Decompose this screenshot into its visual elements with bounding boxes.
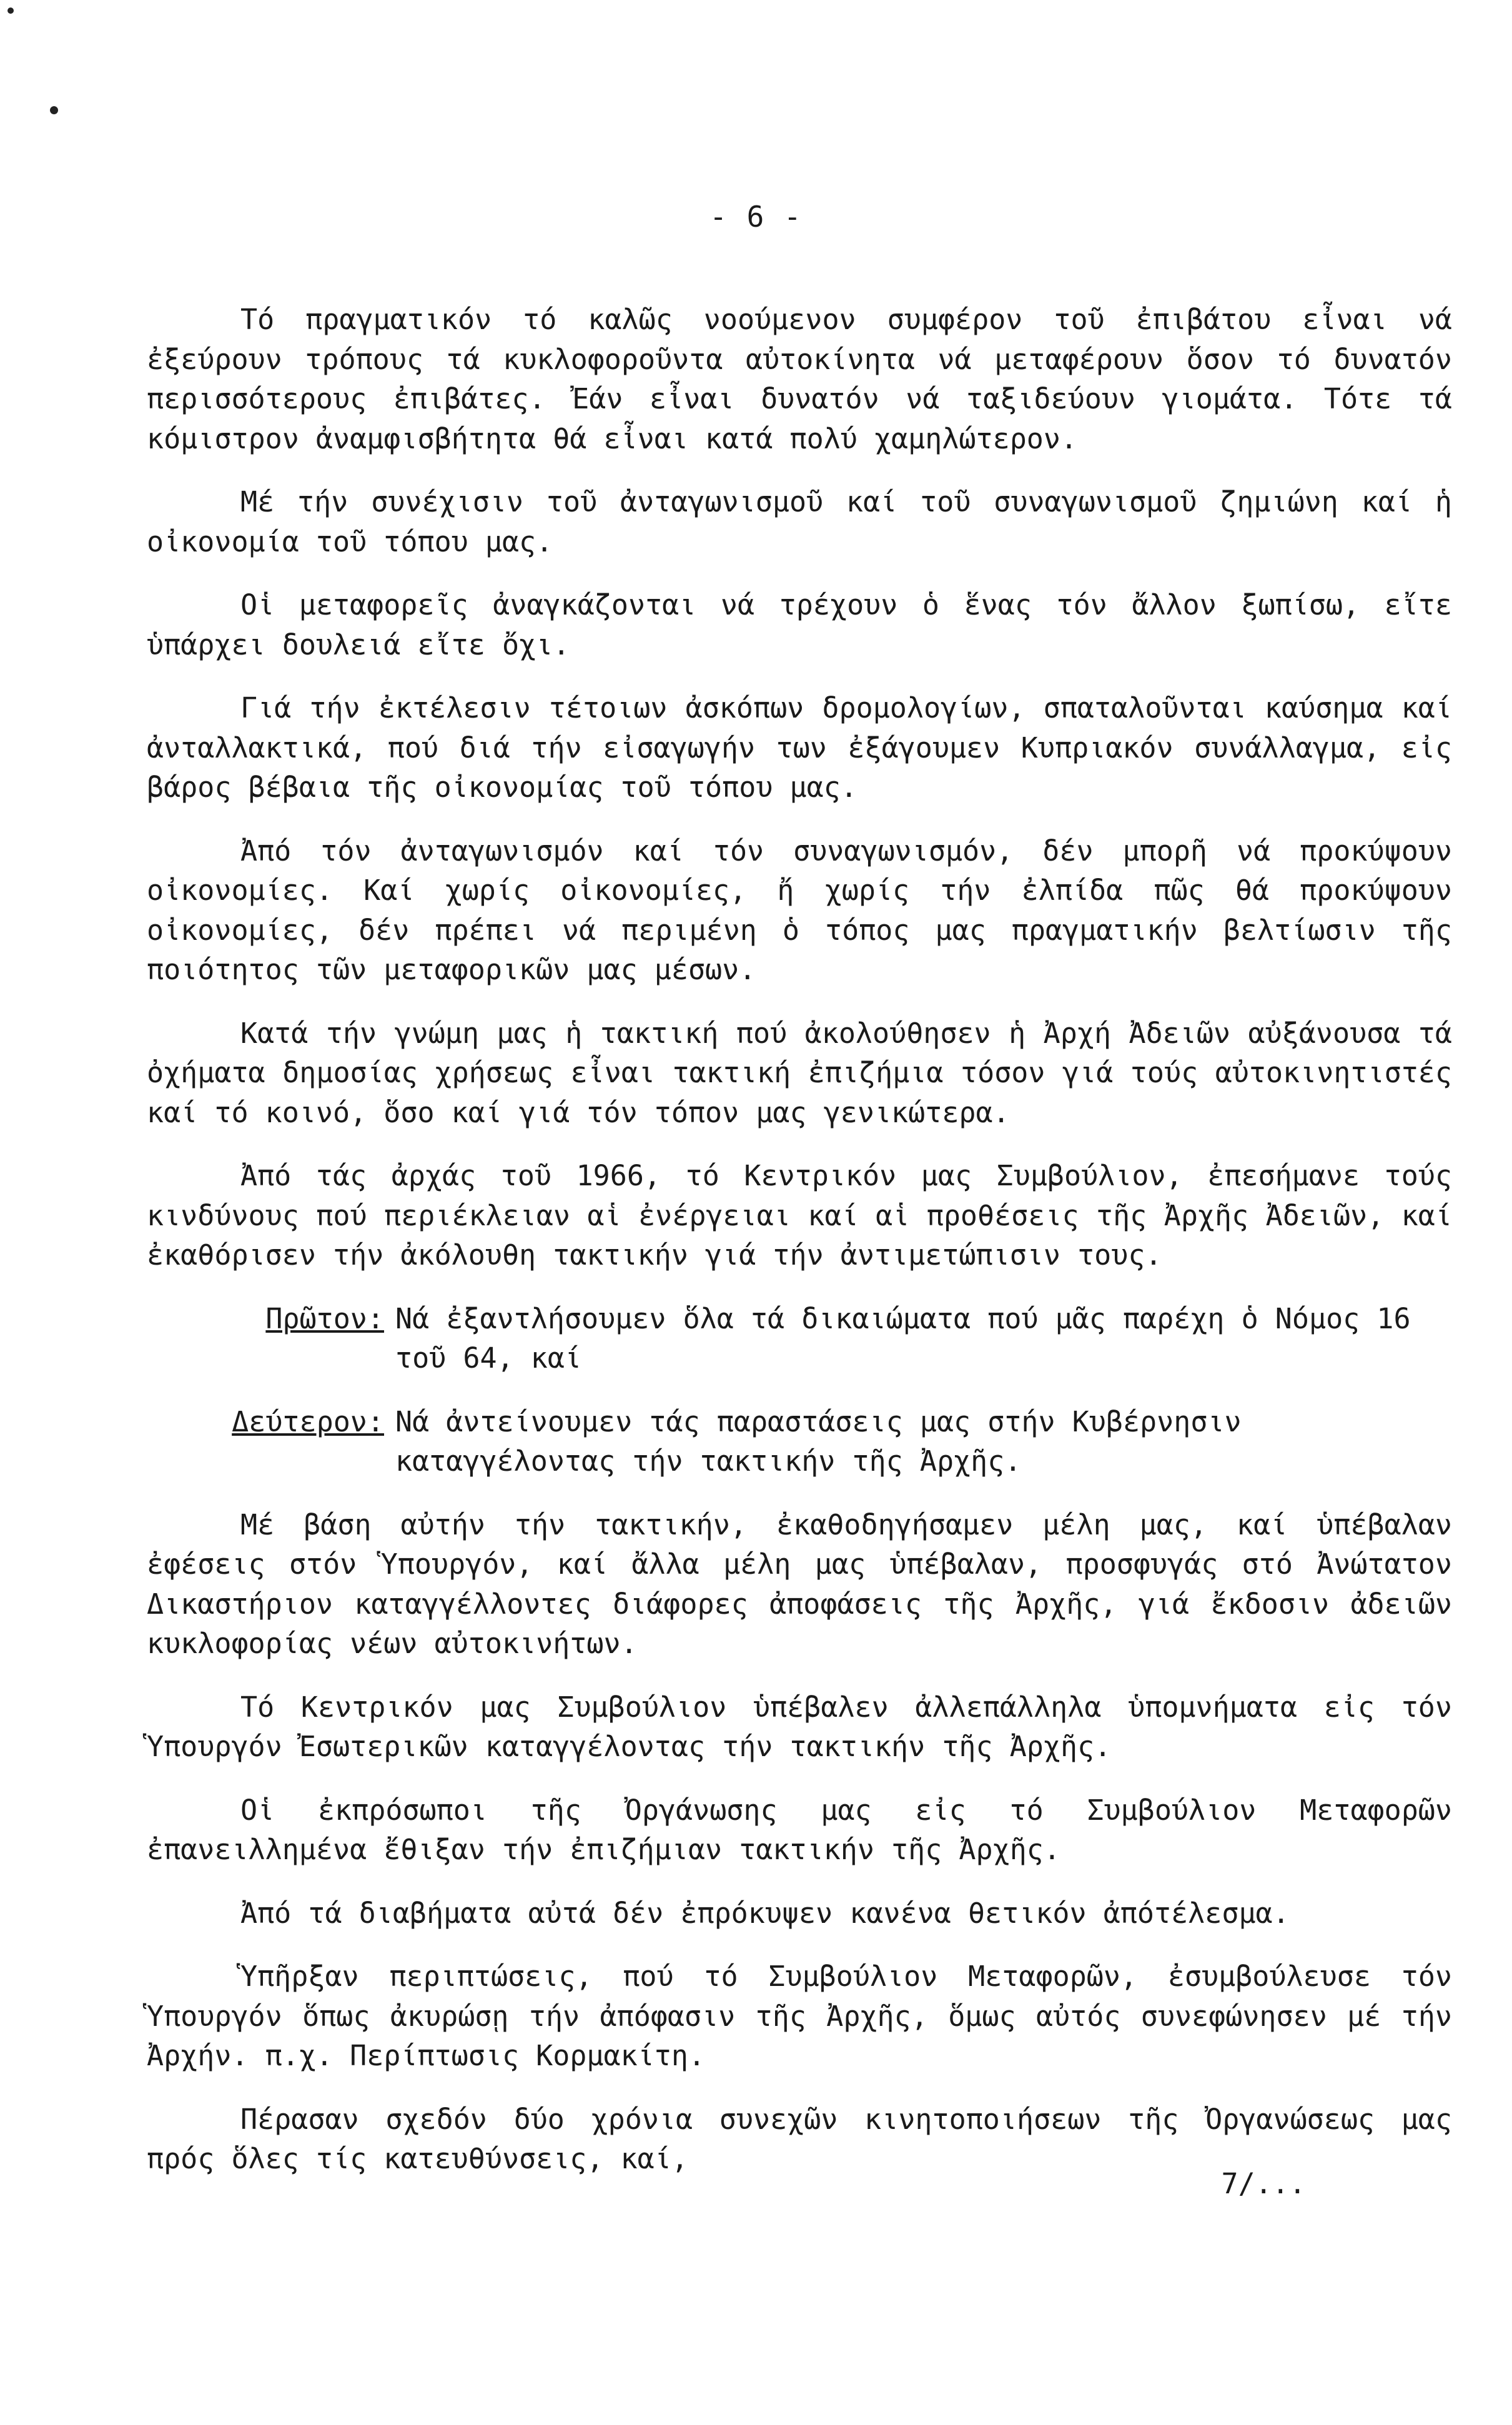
list-item-text: Νά ἐξαντλήσουμεν ὅλα τά δικαιώματα πού μᾶς παρέχη ὁ Νόμος 16 τοῦ 64, καί: [395, 1301, 1411, 1375]
paragraph: Τό Κεντρικόν μας Συμβούλιον ὑπέβαλεν ἀλλεπάλληλα ὑπομνήματα εἰς τόν Ὑπουργόν Ἐσωτερικῶν καταγγέλοντας τήν τακτικήν τῆς Ἀρχῆς.: [147, 1690, 1452, 1763]
paragraph: Ἀπό τά διαβήματα αὐτά δέν ἐπρόκυψεν κανένα θετικόν ἀπότέλεσμα.: [240, 1896, 1290, 1930]
paragraph: Μέ βάση αὐτήν τήν τακτικήν, ἐκαθοδηγήσαμεν μέλη μας, καί ὑπέβαλαν ἐφέσεις στόν Ὑπουργόν, καί ἄλλα μέλη μας ὑπέβαλαν, προσφυγάς στό Ἀνώτατον Δικαστήριον καταγγέλλοντες διάφορες ἀποφάσεις τῆς Ἀρχῆς, γιά ἔκδοσιν ἀδειῶν κυκλοφορίας νέων αὐτοκινήτων.: [147, 1508, 1452, 1660]
paragraph: Μέ τήν συνέχισιν τοῦ ἀνταγωνισμοῦ καί τοῦ συναγωνισμοῦ ζημιώνη καί ἡ οἰκονομία τοῦ τόπου μας.: [147, 485, 1452, 558]
scan-speck: [7, 7, 14, 14]
list-item: [147, 1402, 1452, 1481]
paragraph: Οἱ μεταφορεῖς ἀναγκάζονται νά τρέχουν ὁ ἕνας τόν ἄλλον ξωπίσω, εἴτε ὑπάρχει δουλειά εἴτε ὄχι.: [147, 588, 1452, 661]
list-item-label: Πρῶτον:: [265, 1301, 384, 1335]
document-body: [147, 300, 1452, 2203]
list-item-label: Δεύτερον:: [232, 1405, 384, 1438]
paragraph: Κατά τήν γνώμη μας ἡ τακτική πού ἀκολούθησεν ἡ Ἀρχή Ἀδειῶν αὐξάνουσα τά ὀχήματα δημοσίας χρήσεως εἶναι τακτική ἐπιζήμια τόσον γιά τούς αὐτοκινητιστές καί τό κοινό, ὅσο καί γιά τόν τόπον μας γενικώτερα.: [147, 1016, 1452, 1129]
list-item-text: Νά ἀντείνουμεν τάς παραστάσεις μας στήν Κυβέρνησιν καταγγέλοντας τήν τακτικήν τῆς Ἀρχῆς.: [395, 1405, 1242, 1478]
list-item: [147, 1299, 1452, 1378]
scan-speck: [50, 106, 58, 114]
paragraph: Οἱ ἐκπρόσωποι τῆς Ὀργάνωσης μας εἰς τό Συμβούλιον Μεταφορῶν ἐπανειλλημένα ἔθιξαν τήν ἐπιζήμιαν τακτικήν τῆς Ἀρχῆς.: [147, 1793, 1452, 1866]
paragraph: Τό πραγματικόν τό καλῶς νοούμενον συμφέρον τοῦ ἐπιβάτου εἶναι νά ἐξεύρουν τρόπους τά κυκλοφοροῦντα αὐτοκίνητα νά μεταφέρουν ὅσον τό δυνατόν περισσότερους ἐπιβάτες. Ἐάν εἶναι δυνατόν νά ταξιδεύουν γιομάτα. Τότε τά κόμιστρον ἀναμφισβήτητα θά εἶναι κατά πολύ χαμηλώτερον.: [147, 303, 1452, 455]
paragraph: Ἀπό τάς ἀρχάς τοῦ 1966, τό Κεντρικόν μας Συμβούλιον, ἐπεσήμανε τούς κινδύνους πού περιέκλειαν αἱ ἐνέργειαι καί αἱ προθέσεις τῆς Ἀρχῆς Ἀδειῶν, καί ἐκαθόρισεν τήν ἀκόλουθη τακτικήν γιά τήν ἀντιμετώπισιν τους.: [147, 1159, 1452, 1272]
paragraph: Ἀπό τόν ἀνταγωνισμόν καί τόν συναγωνισμόν, δέν μπορῆ νά προκύψουν οἰκονομίες. Καί χωρίς οἰκονομίες, ἤ χωρίς τήν ἐλπίδα πῶς θά προκύψουν οἰκονομίες, δέν πρέπει νά περιμένη ὁ τόπος μας πραγματικήν βελτίωσιν τῆς ποιότητος τῶν μεταφορικῶν μας μέσων.: [147, 834, 1452, 986]
continuation-marker: 7/...: [1221, 2167, 1306, 2200]
paragraph: Πέρασαν σχεδόν δύο χρόνια συνεχῶν κινητοποιήσεων τῆς Ὀργανώσεως μας πρός ὅλες τίς κατευθύνσεις, καί,: [147, 2102, 1452, 2175]
paragraph: Ὑπῆρξαν περιπτώσεις, πού τό Συμβούλιον Μεταφορῶν, ἐσυμβούλευσε τόν Ὑπουργόν ὅπως ἀκυρώσῃ τήν ἀπόφασιν τῆς Ἀρχῆς, ὅμως αὐτός συνεφώνησεν μέ τήν Ἀρχήν. π.χ. Περίπτωσις Κορμακίτη.: [147, 1960, 1452, 2072]
paragraph: Γιά τήν ἐκτέλεσιν τέτοιων ἀσκόπων δρομολογίων, σπαταλοῦνται καύσημα καί ἀνταλλακτικά, πού διά τήν εἰσαγωγήν των ἐξάγουμεν Κυπριακόν συνάλλαγμα, εἰς βάρος βέβαια τῆς οἰκονομίας τοῦ τόπου μας.: [147, 691, 1452, 804]
page-number: - 6 -: [709, 200, 803, 234]
